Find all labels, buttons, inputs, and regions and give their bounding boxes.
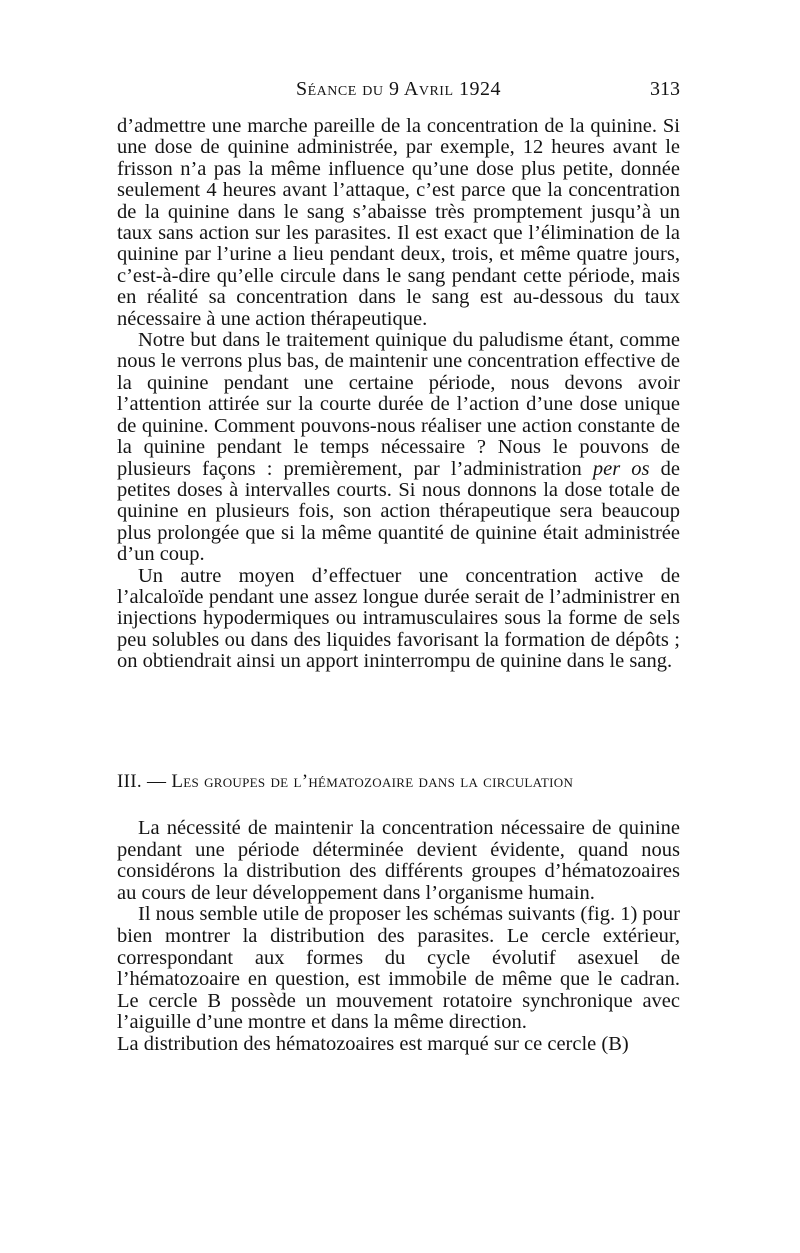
running-title: Séance du 9 Avril 1924 — [295, 78, 501, 100]
page-number: 313 — [650, 78, 680, 100]
paragraph-autre-moyen: Un autre moyen d’effectuer une concentration active de l’alcaloïde pendant une assez longue durée serait de l’administrer en injections hypodermiques ou intramusculaires sous la forme de sels peu solubles ou dans des liquides favorisant la formation de dépôts ; on obtiendrait ainsi un apport ininterrompu de quinine dans le sang. — [117, 564, 680, 673]
section-numeral: III. — — [117, 771, 167, 792]
section-heading — [117, 771, 680, 793]
body-text-top — [117, 116, 680, 673]
running-head — [117, 78, 680, 104]
paragraph-schemas: Il nous semble utile de proposer les schémas suivants (fig. 1) pour bien montrer la distribution des parasites. Le cercle extérieur, correspondant aux formes du cycle évolutif asexuel de l’hématozoaire en question, est immobile de même que le cadran. Le cercle B possède un mouvement rotatoire synchronique avec l’aiguille d’une montre et dans la même direction. — [117, 903, 680, 1034]
body-text-bottom — [117, 818, 680, 1056]
section-title: Les groupes de l’hématozoaire dans la circulation — [171, 771, 574, 792]
paragraph-necessite: La nécessité de maintenir la concentration nécessaire de quinine pendant une période déterminée devient évidente, quand nous considérons la distribution des différents groupes d’hématozoaires au cours de leur développement dans l’organisme humain. — [117, 817, 680, 904]
paragraph-text: Notre but dans le traitement quinique du paludisme étant, comme nous le verrons plus bas, de maintenir une concentration effective de la quinine pendant une certaine période, nous devons avoir l’attention attirée sur la courte durée de l’action d’une dose unique de quinine. Comment pouvons-nous réaliser une action constante de la quinine pendant le temps nécessaire ? Nous le pouvons de plusieurs façons : premièrement, par l’administration — [117, 329, 680, 480]
paragraph-notre-but — [117, 330, 680, 565]
italic-phrase: per os — [592, 457, 650, 480]
paragraph-text: de petites doses à intervalles courts. Si nous donnons la dose totale de quinine en plusieurs fois, son action thérapeutique sera beaucoup plus prolongée que si la même quantité de quinine était administrée d’un coup. — [117, 457, 680, 566]
paragraph-continuation: d’admettre une marche pareille de la concentration de la quinine. Si une dose de quinine administrée, par exemple, 12 heures avant le frisson n’a pas la même influence qu’une dose plus petite, donnée seulement 4 heures avant l’attaque, c’est parce que la concentration de la quinine dans le sang s’abaisse très promptement jusqu’à un taux sans action sur les parasites. Il est exact que l’élimination de la quinine par l’urine a lieu pendant deux, trois, et même quatre jours, c’est-à-dire qu’elle circule dans le sang pendant cette période, mais en réalité sa concentration dans le sang est au-dessous du taux nécessaire à une action thérapeutique. — [117, 115, 680, 330]
paragraph-distribution: La distribution des hématozoaires est marqué sur ce cercle (B) — [117, 1032, 629, 1055]
